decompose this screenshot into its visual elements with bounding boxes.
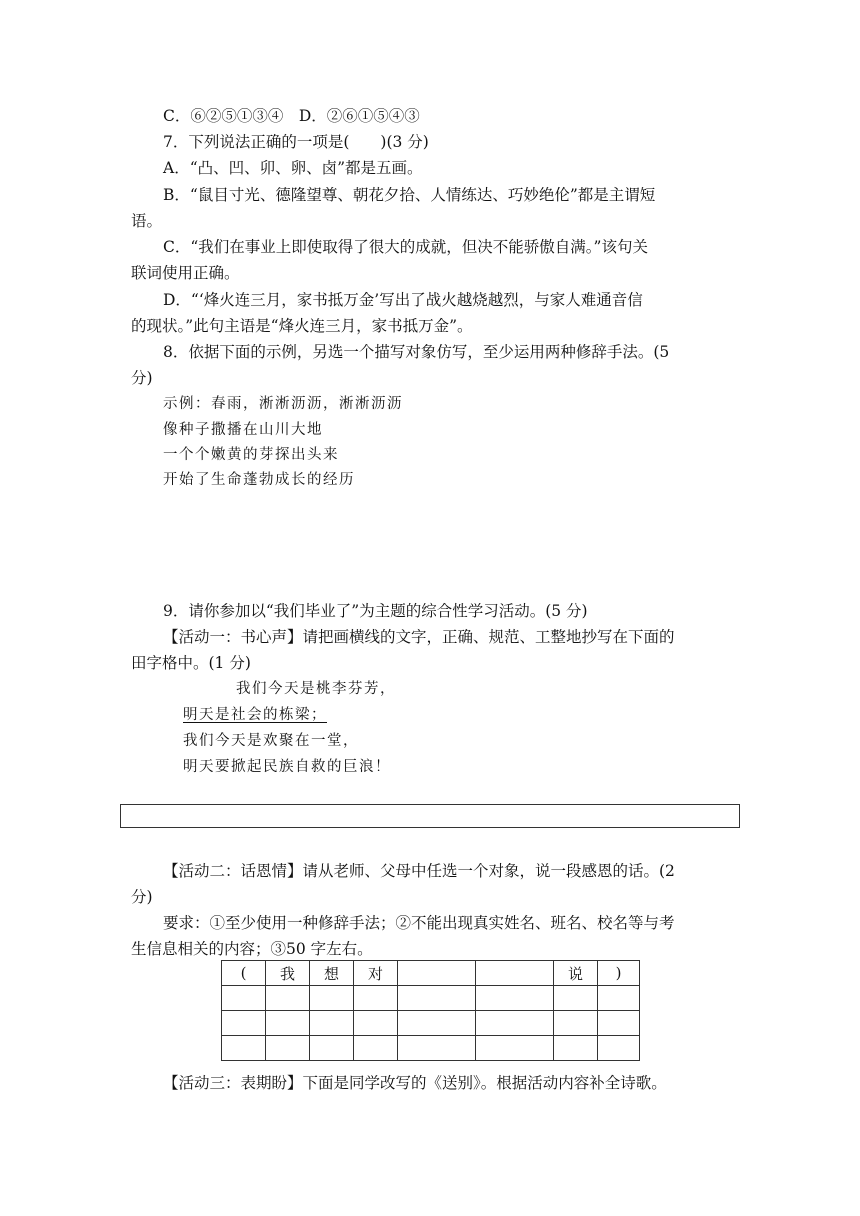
grid-cell[interactable] — [598, 986, 640, 1011]
q7-option-c-cont: 联词使用正确。 — [131, 264, 240, 282]
grid-cell[interactable] — [222, 986, 266, 1011]
q8-stem-cont: 分) — [131, 369, 153, 387]
grid-cell: ) — [598, 961, 640, 986]
q9-stem: 9．请你参加以“我们毕业了”为主题的综合性学习活动。(5 分) — [163, 602, 588, 620]
grid-cell[interactable] — [354, 986, 398, 1011]
grid-cell[interactable] — [398, 1011, 476, 1036]
grid-cell[interactable] — [476, 1036, 554, 1061]
q9-requirement: 要求：①至少使用一种修辞手法；②不能出现真实姓名、班名、校名等与考 — [163, 914, 675, 932]
answer-grid-row[interactable] — [222, 986, 640, 1011]
q8-example-line: 开始了生命蓬勃成长的经历 — [163, 472, 355, 488]
grid-cell[interactable] — [598, 1036, 640, 1061]
grid-cell[interactable] — [354, 1036, 398, 1061]
q9-activity2-cont: 分) — [131, 888, 153, 906]
poem-line: 明天要掀起民族自救的巨浪！ — [183, 759, 391, 775]
q9-requirement-cont: 生信息相关的内容；③50 字左右。 — [131, 940, 373, 958]
poem-line: 我们今天是桃李芬芳， — [236, 681, 396, 697]
q7-option-b: B．“鼠目寸光、德隆望尊、朝花夕拾、人情练达、巧妙绝伦”都是主谓短 — [163, 186, 656, 204]
grid-cell: 想 — [310, 961, 354, 986]
q9-activity1: 【活动一：书心声】请把画横线的文字，正确、规范、工整地抄写在下面的 — [163, 628, 675, 646]
grid-cell[interactable] — [554, 1011, 598, 1036]
grid-cell[interactable] — [398, 986, 476, 1011]
q7-stem: 7．下列说法正确的一项是( )(3 分) — [163, 133, 429, 151]
q7-option-b-cont: 语。 — [131, 212, 163, 230]
q7-option-d: D．“‘烽火连三月，家书抵万金’写出了战火越烧越烈，与家人难通音信 — [163, 291, 643, 309]
grid-cell[interactable] — [476, 961, 554, 986]
q7-option-c: C．“我们在事业上即使取得了很大的成就，但决不能骄傲自满。”该句关 — [163, 238, 648, 256]
poem-line: 我们今天是欢聚在一堂， — [183, 733, 359, 749]
answer-grid[interactable] — [221, 960, 640, 1061]
q8-example-line: 一个个嫩黄的芽探出头来 — [163, 447, 339, 463]
q9-activity3: 【活动三：表期盼】下面是同学改写的《送别》。根据活动内容补全诗歌。 — [163, 1074, 667, 1092]
answer-grid-header-row — [222, 961, 640, 986]
poem-line-underlined: 明天是社会的栋梁； — [183, 707, 327, 723]
grid-cell[interactable] — [554, 1036, 598, 1061]
answer-grid-row[interactable] — [222, 1036, 640, 1061]
q8-example-line: 像种子撒播在山川大地 — [163, 422, 323, 438]
grid-cell[interactable] — [476, 1011, 554, 1036]
q6-options: C．⑥②⑤①③④ D．②⑥①⑤④③ — [163, 107, 420, 125]
grid-cell[interactable] — [310, 986, 354, 1011]
q9-activity1-cont: 田字格中。(1 分) — [131, 654, 251, 672]
grid-cell[interactable] — [222, 1036, 266, 1061]
grid-cell[interactable] — [398, 961, 476, 986]
grid-cell[interactable] — [398, 1036, 476, 1061]
grid-cell: ( — [222, 961, 266, 986]
q8-example-line: 示例：春雨，淅淅沥沥，淅淅沥沥 — [163, 396, 403, 412]
grid-cell[interactable] — [266, 1036, 310, 1061]
grid-cell[interactable] — [222, 1011, 266, 1036]
q8-stem: 8．依据下面的示例，另选一个描写对象仿写，至少运用两种修辞手法。(5 — [163, 343, 670, 361]
copy-answer-box[interactable] — [120, 804, 740, 828]
grid-cell[interactable] — [554, 986, 598, 1011]
grid-cell[interactable] — [310, 1036, 354, 1061]
q7-option-d-cont: 的现状。”此句主语是“烽火连三月，家书抵万金”。 — [131, 317, 473, 335]
grid-cell: 说 — [554, 961, 598, 986]
grid-cell: 我 — [266, 961, 310, 986]
grid-cell: 对 — [354, 961, 398, 986]
grid-cell[interactable] — [476, 986, 554, 1011]
q7-option-a: A．“凸、凹、卯、卵、卤”都是五画。 — [163, 159, 423, 177]
q9-activity2: 【活动二：话恩情】请从老师、父母中任选一个对象，说一段感恩的话。(2 — [163, 862, 675, 880]
grid-cell[interactable] — [310, 1011, 354, 1036]
grid-cell[interactable] — [266, 986, 310, 1011]
grid-cell[interactable] — [266, 1011, 310, 1036]
grid-cell[interactable] — [354, 1011, 398, 1036]
answer-grid-row[interactable] — [222, 1011, 640, 1036]
grid-cell[interactable] — [598, 1011, 640, 1036]
